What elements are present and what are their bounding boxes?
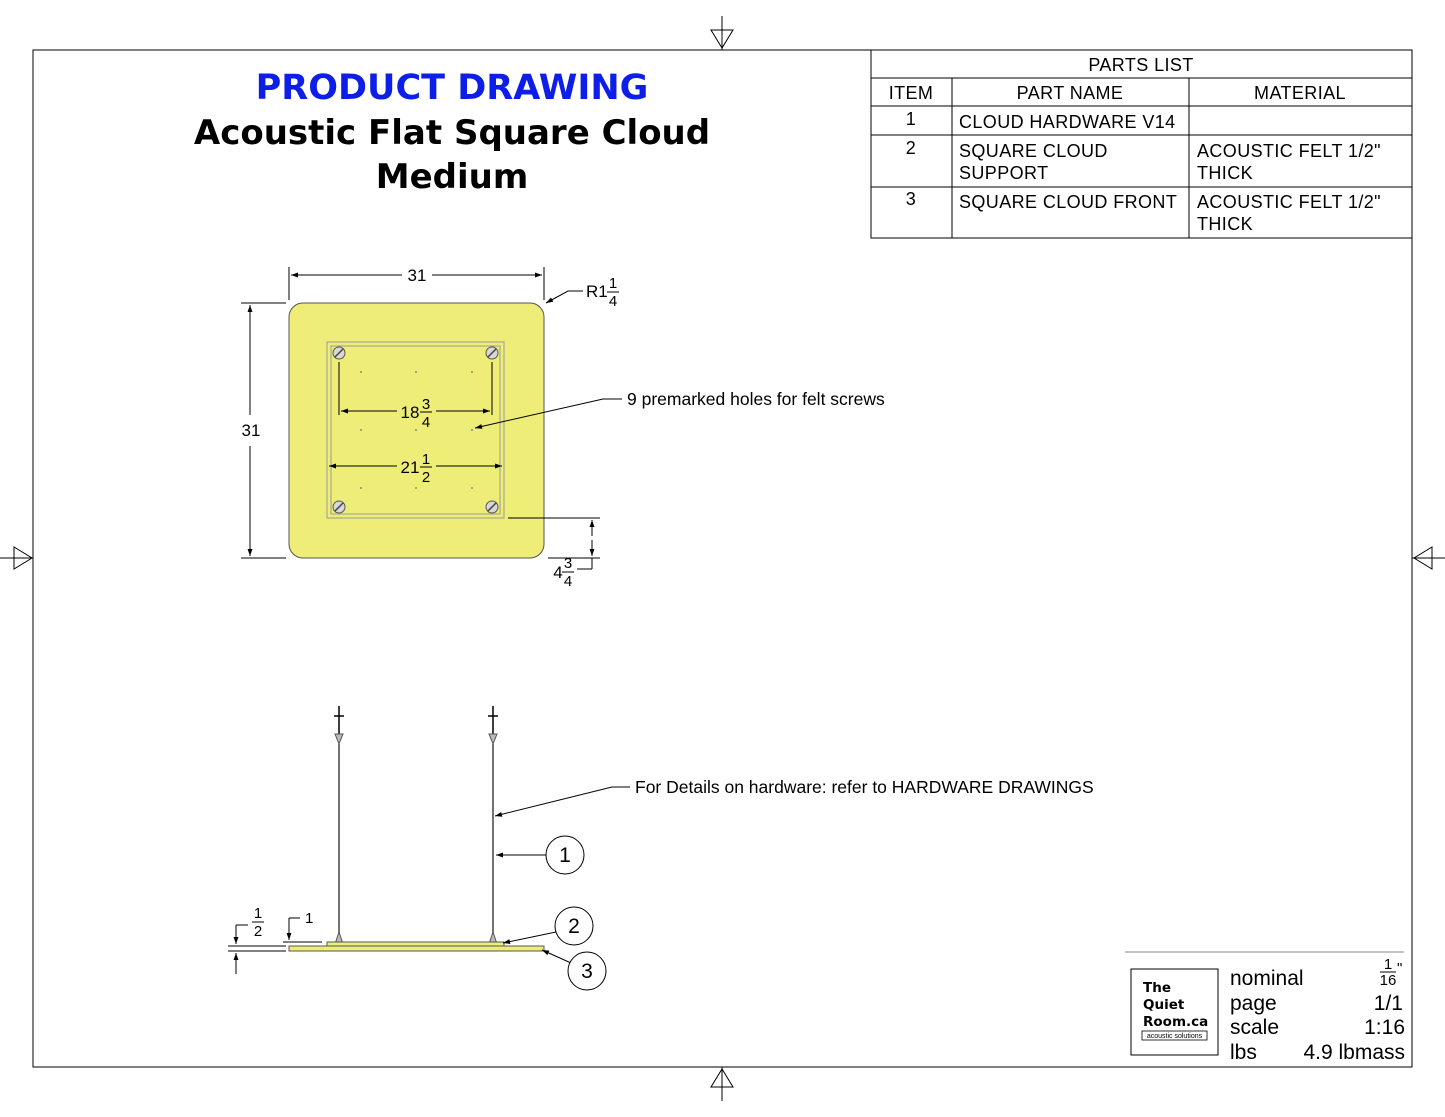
anchor-icon [486, 501, 498, 513]
holes-note: 9 premarked holes for felt screws [627, 389, 885, 409]
offset-den: 4 [563, 573, 573, 590]
thickness-2-dimension [283, 910, 322, 942]
lbs-value: 4.9 lbmass [1303, 1041, 1405, 1064]
logo-line-2: Quiet [1143, 997, 1185, 1013]
inner-span-whole: 18 [400, 403, 420, 422]
radius-prefix: R1 [586, 282, 608, 301]
suspension-cable-right [488, 706, 498, 944]
scale-label: scale [1230, 1016, 1280, 1039]
hardware-note: For Details on hardware: refer to HARDWARE DRAWINGS [635, 777, 1094, 797]
scale-value: 1:16 [1364, 1016, 1405, 1039]
logo-line-3: Room.ca [1143, 1014, 1209, 1030]
nominal-label: nominal [1230, 967, 1304, 990]
radius-callout [546, 275, 619, 310]
offset-num: 3 [563, 555, 573, 572]
title-line-2: Medium [375, 157, 529, 197]
offset-whole: 4 [553, 563, 563, 582]
support-span-num: 1 [421, 451, 431, 468]
support-span-whole: 21 [400, 458, 420, 477]
parts-list-header-part-name: PART NAME [1016, 83, 1124, 103]
balloon-1-label: 1 [559, 844, 571, 867]
width-dimension [289, 266, 544, 300]
thickness-2-value: 1 [305, 910, 314, 927]
logo-subtitle: acoustic solutions [1146, 1033, 1203, 1040]
parts-list-header-item: ITEM [888, 83, 934, 103]
parts-row-2-item: 2 [905, 138, 917, 158]
parts-list-header-material: MATERIAL [1254, 83, 1346, 103]
parts-row-1-item: 1 [905, 109, 917, 129]
logo-line-1: The [1143, 980, 1171, 996]
anchor-icon [486, 347, 498, 359]
radius-den: 4 [608, 293, 618, 310]
height-dimension [241, 303, 286, 558]
page-value: 1/1 [1373, 992, 1403, 1015]
thickness-dimension [228, 905, 286, 974]
support-span-den: 2 [421, 469, 431, 486]
inner-span-num: 3 [421, 396, 431, 413]
front-panel-side [289, 946, 544, 951]
parts-row-2-name-line-1: SQUARE CLOUD [959, 141, 1108, 161]
inner-span-den: 4 [421, 414, 431, 431]
balloon-2-label: 2 [568, 915, 580, 938]
parts-row-3-item: 3 [905, 189, 917, 209]
parts-row-1-name: CLOUD HARDWARE V14 [959, 112, 1176, 132]
balloon-3-label: 3 [581, 960, 593, 983]
width-dimension-value: 31 [407, 266, 427, 285]
title-main: PRODUCT DRAWING [255, 68, 649, 108]
nominal-den: 16 [1379, 972, 1397, 989]
parts-row-2-material-line-1: ACOUSTIC FELT 1/2" [1197, 141, 1381, 161]
nominal-num: 1 [1383, 956, 1393, 973]
title-block [1125, 952, 1405, 1064]
title-line-1: Acoustic Flat Square Cloud [193, 113, 711, 153]
radius-num: 1 [608, 275, 618, 292]
anchor-icon [333, 347, 345, 359]
height-dimension-value: 31 [241, 421, 261, 440]
parts-list-caption: PARTS LIST [1088, 55, 1194, 75]
nominal-unit: " [1397, 960, 1403, 977]
thickness-num: 1 [253, 905, 263, 922]
lbs-label: lbs [1230, 1041, 1257, 1064]
anchor-icon [333, 501, 345, 513]
hardware-note-leader [495, 787, 630, 816]
page-label: page [1230, 992, 1277, 1015]
parts-list-table [871, 50, 1412, 238]
parts-row-3-name: SQUARE CLOUD FRONT [959, 192, 1178, 212]
thickness-den: 2 [253, 923, 263, 940]
parts-row-2-material-line-2: THICK [1197, 163, 1253, 183]
parts-row-3-material-line-1: ACOUSTIC FELT 1/2" [1197, 192, 1381, 212]
parts-row-3-material-line-2: THICK [1197, 214, 1253, 234]
suspension-cable-left [334, 706, 344, 944]
parts-row-2-name-line-2: SUPPORT [959, 163, 1049, 183]
top-view [241, 266, 885, 590]
support-panel-side [327, 942, 504, 946]
side-view [228, 706, 1094, 990]
